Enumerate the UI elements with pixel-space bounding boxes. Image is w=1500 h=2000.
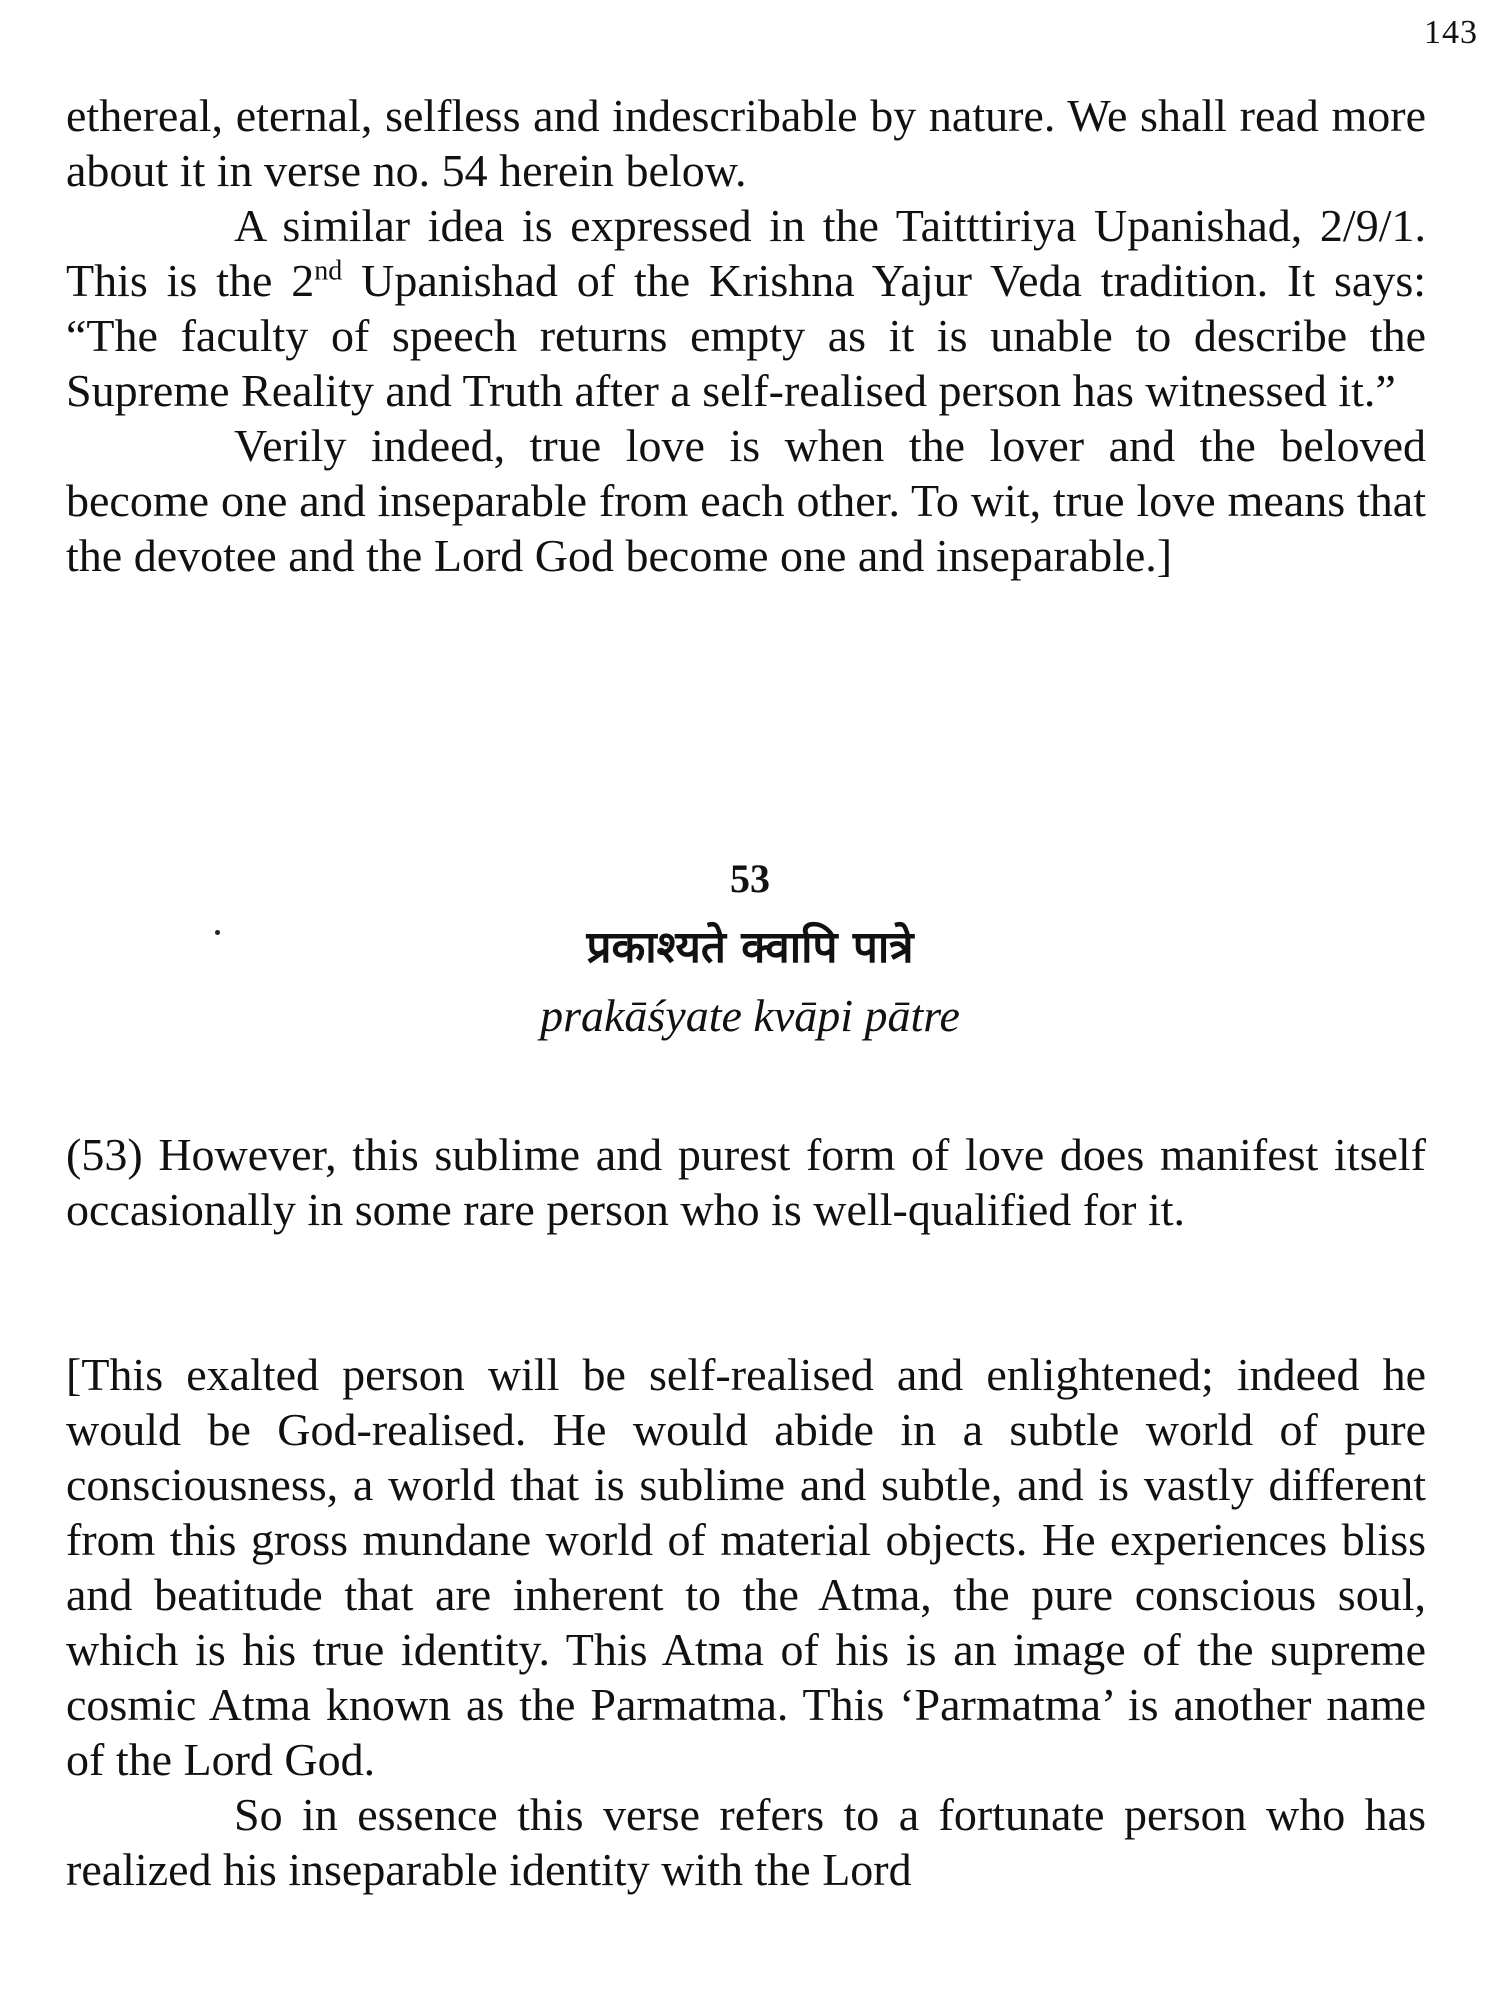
paragraph-taittiriya <box>66 198 1426 418</box>
translation-section <box>66 1127 1426 1237</box>
commentary-paragraph: [This exalted person will be self-realised and enlightened; indeed he would be God-realised. He would abide in a subtle world of pure consciousness, a world that is sublime and subtle, and is vastly different from this gross mundane world of material objects. He experiences bliss and beatitude that are inherent to the Atma, the pure conscious soul, which is his true identity. This Atma of his is an image of the supreme cosmic Atma known as the Parmatma. This ‘Parmatma’ is another name of the Lord God. <box>66 1349 1426 1785</box>
page-number: 143 <box>1424 14 1478 51</box>
ordinal-superscript: nd <box>314 255 343 287</box>
paragraph-true-love: Verily indeed, true love is when the lover and the beloved become one and inseparable from each other. To wit, true love means that the devotee and the Lord God become one and inseparable.] <box>66 420 1426 581</box>
paragraph-continuation: ethereal, eternal, selfless and indescribable by nature. We shall read more about it in verse no. 54 herein below. <box>66 90 1426 196</box>
verse-sanskrit: प्रकाश्यते क्वापि पात्रे <box>586 922 914 973</box>
verse-transliteration: prakāśyate kvāpi pātre <box>540 990 960 1041</box>
paragraph-text-part: A similar idea is expressed in the Taitttiriya Upanishad, 2/9/1. This is the 2 <box>66 200 1426 306</box>
paragraph-text-part: Upanishad of the Krishna Yajur Veda tradition. It says: “The faculty of speech returns empty as it is unable to describe the Supreme Reality and Truth after a self-realised person has witnessed it.” <box>66 255 1426 416</box>
top-section <box>66 88 1426 583</box>
commentary-section <box>66 1347 1426 1897</box>
translation-paragraph: (53) However, this sublime and purest form of love does manifest itself occasionally in some rare person who is well-qualified for it. <box>66 1129 1426 1235</box>
commentary-paragraph: So in essence this verse refers to a fortunate person who has realized his inseparable identity with the Lord <box>66 1789 1426 1895</box>
verse-number: 53 <box>730 856 770 901</box>
